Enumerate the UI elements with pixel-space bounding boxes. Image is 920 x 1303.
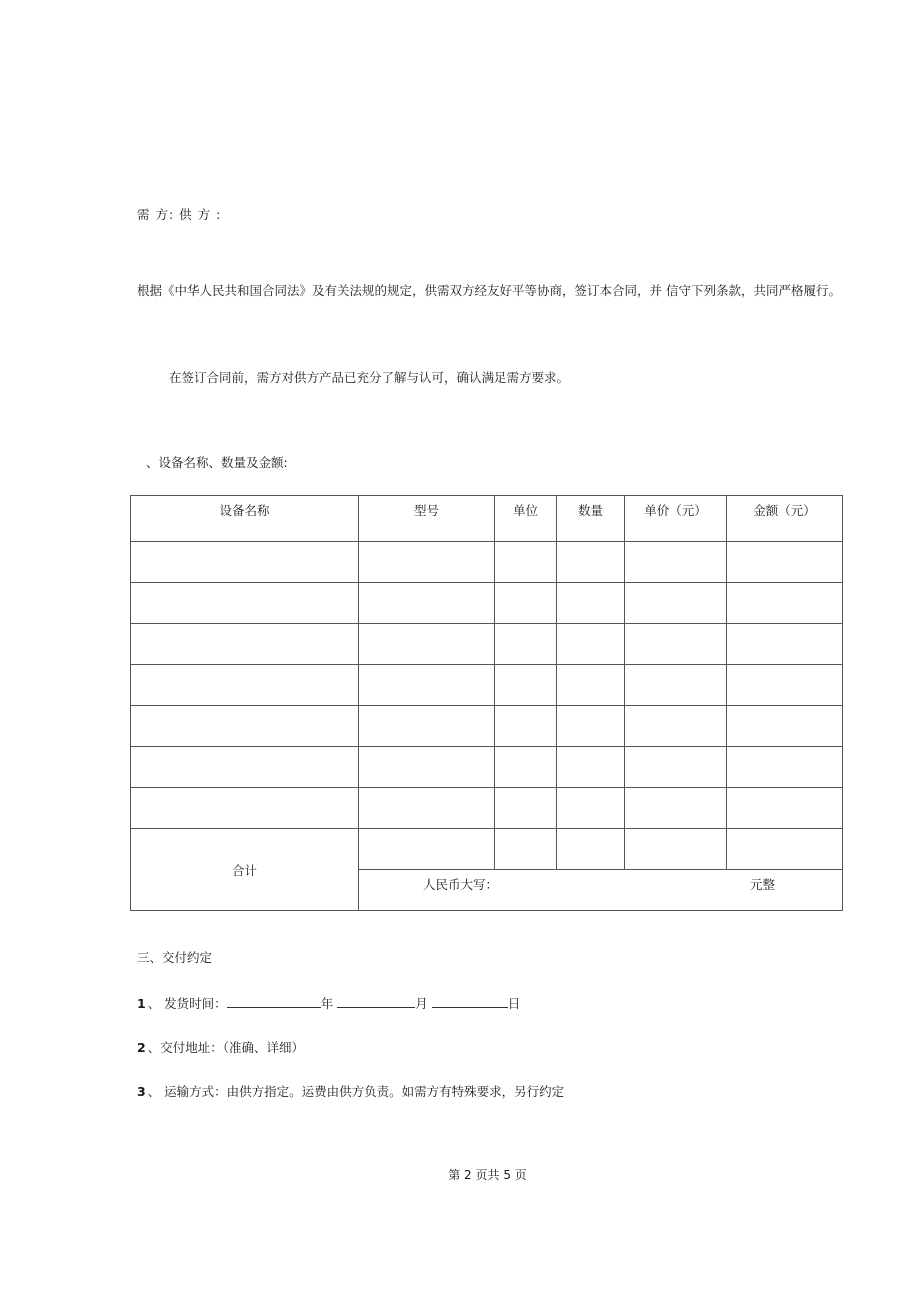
table-cell[interactable] — [359, 788, 495, 829]
header-equipment-name: 设备名称 — [131, 496, 359, 542]
table-cell[interactable] — [131, 665, 359, 706]
table-cell[interactable] — [131, 747, 359, 788]
table-cell[interactable] — [359, 542, 495, 583]
table-cell[interactable] — [495, 747, 557, 788]
item-number: 2 — [137, 1040, 146, 1055]
table-cell[interactable] — [495, 542, 557, 583]
delivery-time-line — [137, 995, 520, 1012]
table-cell[interactable] — [131, 542, 359, 583]
month-label: 月 — [415, 996, 428, 1011]
day-label: 日 — [507, 996, 521, 1011]
table-cell[interactable] — [495, 706, 557, 747]
table-cell[interactable] — [557, 706, 625, 747]
header-unit-price: 单价（元） — [625, 496, 727, 542]
item-number: 1 — [137, 996, 146, 1011]
table-cell[interactable] — [359, 829, 495, 870]
header-unit: 单位 — [495, 496, 557, 542]
table-row — [131, 542, 843, 583]
table-cell[interactable] — [727, 829, 843, 870]
table-cell[interactable] — [727, 747, 843, 788]
year-label: 年 — [320, 996, 334, 1011]
table-row — [131, 583, 843, 624]
table-cell[interactable] — [131, 624, 359, 665]
intro-paragraph: 根据《中华人民共和国合同法》及有关法规的规定，供需双方经友好平等协商，签订本合同，并 信守下列条款，共同严格履行。 — [137, 283, 841, 298]
table-row — [131, 624, 843, 665]
table-row — [131, 665, 843, 706]
equipment-table — [130, 495, 843, 911]
rmb-capital-label: 人民币大写： — [423, 877, 499, 892]
header-model: 型号 — [359, 496, 495, 542]
table-header-row — [131, 496, 843, 542]
delivery-time-label: 、 发货时间： — [147, 996, 227, 1011]
pre-contract-clause: 在签订合同前，需方对供方产品已充分了解与认可，确认满足需方要求。 — [169, 370, 570, 385]
table-cell[interactable] — [557, 665, 625, 706]
year-blank[interactable] — [227, 995, 321, 1008]
section-2-title: 、设备名称、数量及金额: — [146, 455, 288, 470]
table-cell[interactable] — [131, 788, 359, 829]
table-cell[interactable] — [727, 706, 843, 747]
table-cell[interactable] — [557, 788, 625, 829]
table-cell[interactable] — [557, 829, 625, 870]
table-cell[interactable] — [557, 542, 625, 583]
table-cell[interactable] — [495, 829, 557, 870]
table-cell[interactable] — [131, 706, 359, 747]
rmb-unit-label: 元整 — [750, 877, 776, 892]
page-footer: 第 2 页共 5 页 — [448, 1168, 527, 1182]
table-cell[interactable] — [359, 583, 495, 624]
table-cell[interactable] — [727, 665, 843, 706]
table-row — [131, 706, 843, 747]
table-cell[interactable] — [625, 706, 727, 747]
table-cell[interactable] — [625, 747, 727, 788]
table-cell[interactable] — [359, 665, 495, 706]
table-cell[interactable] — [495, 788, 557, 829]
transport-line — [137, 1084, 564, 1100]
table-cell[interactable] — [625, 665, 727, 706]
header-quantity: 数量 — [557, 496, 625, 542]
total-row — [131, 829, 843, 870]
table-cell[interactable] — [727, 788, 843, 829]
table-cell[interactable] — [727, 583, 843, 624]
delivery-address-line — [137, 1040, 304, 1056]
header-amount: 金额（元） — [727, 496, 843, 542]
table-cell[interactable] — [557, 624, 625, 665]
table-cell[interactable] — [495, 624, 557, 665]
table-cell[interactable] — [727, 624, 843, 665]
delivery-address-text: 、交付地址：（准确、详细） — [147, 1040, 304, 1055]
table-cell[interactable] — [131, 583, 359, 624]
table-cell[interactable] — [495, 665, 557, 706]
table-cell[interactable] — [495, 583, 557, 624]
table-cell[interactable] — [625, 788, 727, 829]
total-label: 合计 — [131, 829, 359, 911]
parties-line: 需 方: 供 方 : — [137, 207, 222, 222]
transport-text: 、 运输方式：由供方指定。运费由供方负责。如需方有特殊要求，另行约定 — [147, 1084, 565, 1099]
section-3-title: 三、交付约定 — [137, 950, 213, 965]
table-cell[interactable] — [557, 747, 625, 788]
table-cell[interactable] — [727, 542, 843, 583]
table-cell[interactable] — [359, 747, 495, 788]
day-blank[interactable] — [432, 995, 508, 1008]
rmb-amount-cell[interactable] — [359, 870, 843, 911]
table-cell[interactable] — [625, 542, 727, 583]
table-cell[interactable] — [625, 624, 727, 665]
item-number: 3 — [137, 1084, 146, 1099]
table-cell[interactable] — [359, 624, 495, 665]
table-cell[interactable] — [625, 583, 727, 624]
table-row — [131, 747, 843, 788]
table-cell[interactable] — [557, 583, 625, 624]
table-row — [131, 788, 843, 829]
month-blank[interactable] — [337, 995, 415, 1008]
table-cell[interactable] — [359, 706, 495, 747]
table-cell[interactable] — [625, 829, 727, 870]
